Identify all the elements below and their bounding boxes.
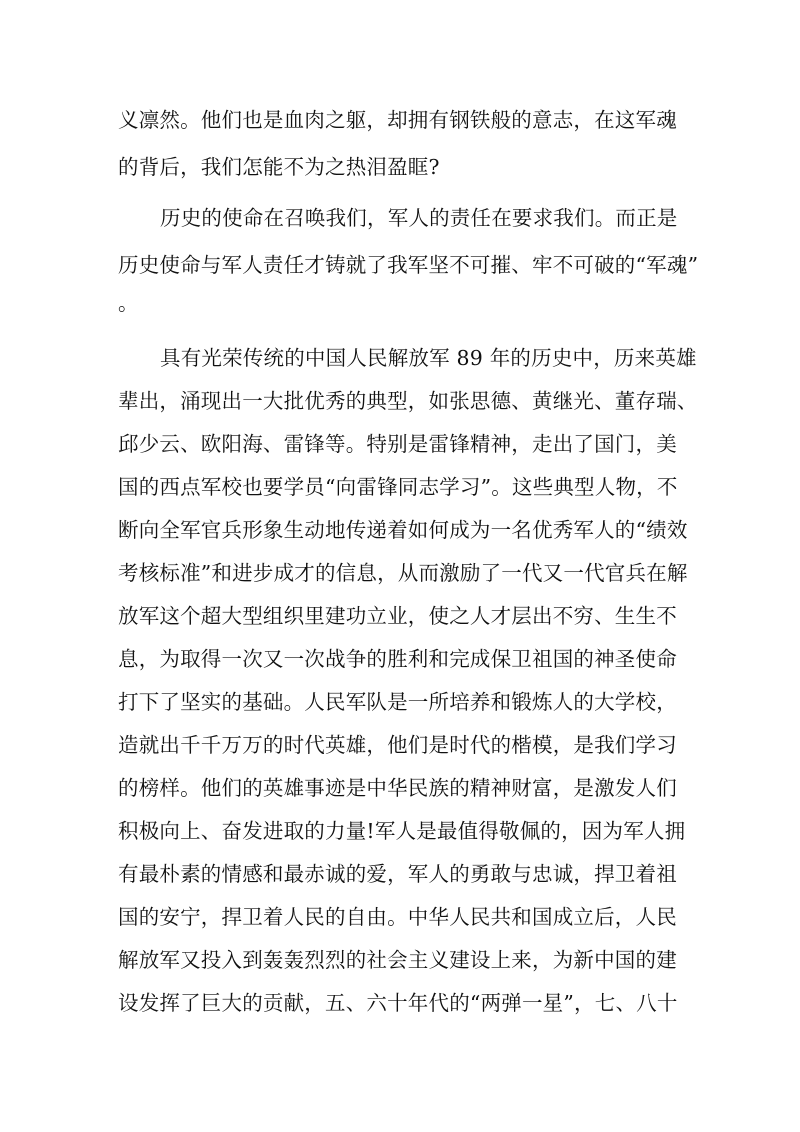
paragraph-3-line-4: 国的西点军校也要学员“向雷锋同志学习”。这些典型人物，不 [118, 475, 678, 499]
paragraph-2-line-2: 历史使命与军人责任才铸就了我军坚不可摧、牢不可破的“军魂” [118, 253, 699, 277]
paragraph-1-line-2: 的背后，我们怎能不为之热泪盈眶? [118, 155, 440, 179]
paragraph-3-line-16: 设发挥了巨大的贡献，五、六十年代的“两弹一星”，七、八十 [118, 991, 678, 1015]
paragraph-3-line-8: 息，为取得一次又一次战争的胜利和完成保卫祖国的神圣使命 [118, 647, 677, 671]
paragraph-3-line-12: 积极向上、奋发进取的力量!军人是最值得敬佩的，因为军人拥 [118, 819, 686, 843]
paragraph-3-line-2: 辈出，涌现出一大批优秀的典型，如张思德、黄继光、董存瑞、 [118, 389, 698, 413]
paragraph-3-line-7: 放军这个超大型组织里建功立业，使之人才层出不穷、生生不 [118, 604, 677, 628]
paragraph-3-line-10: 造就出千千万万的时代英雄，他们是时代的楷模，是我们学习 [118, 733, 677, 757]
paragraph-2-line-1: 历史的使命在召唤我们，军人的责任在要求我们。而正是 [160, 206, 678, 230]
paragraph-3-line-15: 解放军又投入到轰轰烈烈的社会主义建设上来，为新中国的建 [118, 948, 677, 972]
paragraph-3-line-5: 断向全军官兵形象生动地传递着如何成为一名优秀军人的“绩效 [118, 518, 688, 542]
paragraph-3-line-14: 国的安宁，捍卫着人民的自由。中华人民共和国成立后，人民 [118, 905, 677, 929]
paragraph-3-line-11: 的榜样。他们的英雄事迹是中华民族的精神财富，是激发人们 [118, 776, 677, 800]
paragraph-3-line-1: 具有光荣传统的中国人民解放军 89 年的历史中，历来英雄 [160, 346, 697, 370]
paragraph-3-line-9: 打下了坚实的基础。人民军队是一所培养和锻炼人的大学校， [118, 690, 677, 714]
paragraph-1-line-1: 义凛然。他们也是血肉之躯，却拥有钢铁般的意志，在这军魂 [118, 108, 677, 132]
paragraph-3-line-6: 考核标准”和进步成才的信息，从而激励了一代又一代官兵在解 [118, 561, 688, 585]
paragraph-2-line-3: 。 [118, 291, 139, 315]
paragraph-3-line-3: 邱少云、欧阳海、雷锋等。特别是雷锋精神，走出了国门，美 [118, 432, 677, 456]
paragraph-3-line-13: 有最朴素的情感和最赤诚的爱，军人的勇敢与忠诚，捍卫着祖 [118, 862, 677, 886]
